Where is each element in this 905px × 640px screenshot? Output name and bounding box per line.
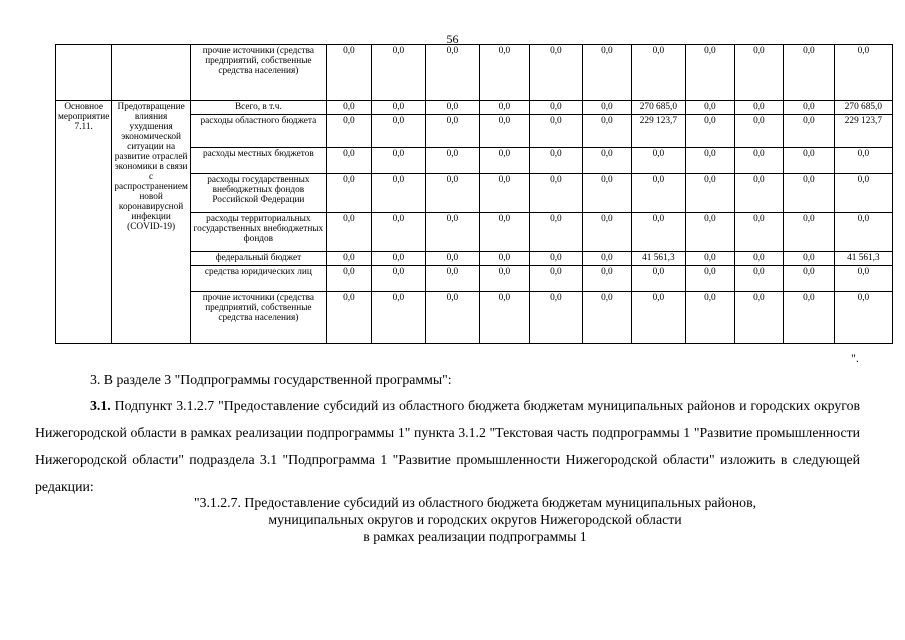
- value-cell: 0,0: [479, 292, 529, 344]
- value-cell: 0,0: [685, 174, 734, 213]
- value-cell: 0,0: [529, 252, 582, 266]
- value-cell: 0,0: [326, 148, 371, 174]
- value-cell: 0,0: [685, 45, 734, 101]
- value-cell: 41 561,3: [631, 252, 685, 266]
- value-cell: 0,0: [582, 252, 631, 266]
- value-cell: 0,0: [834, 174, 892, 213]
- value-cell: 229 123,7: [631, 115, 685, 148]
- heading-line-2: муниципальных округов и городских округов Нижегородской области: [268, 512, 682, 527]
- funding-source-label: расходы территориальных государственных внебюджетных фондов: [190, 213, 326, 252]
- value-cell: 0,0: [371, 213, 425, 252]
- table-row: [56, 101, 893, 115]
- value-cell: 0,0: [371, 252, 425, 266]
- value-cell: 229 123,7: [834, 115, 892, 148]
- value-cell: 0,0: [326, 101, 371, 115]
- value-cell: 0,0: [783, 148, 834, 174]
- value-cell: 0,0: [685, 252, 734, 266]
- value-cell: 0,0: [529, 115, 582, 148]
- value-cell: 0,0: [529, 148, 582, 174]
- value-cell: 0,0: [425, 115, 479, 148]
- value-cell: 0,0: [685, 266, 734, 292]
- value-cell: 0,0: [734, 266, 783, 292]
- value-cell: 0,0: [425, 266, 479, 292]
- value-cell: 0,0: [326, 115, 371, 148]
- value-cell: 0,0: [685, 213, 734, 252]
- value-cell: 0,0: [685, 292, 734, 344]
- value-cell: 0,0: [834, 148, 892, 174]
- funding-source-label: Всего, в т.ч.: [190, 101, 326, 115]
- value-cell: 0,0: [425, 174, 479, 213]
- value-cell: 0,0: [529, 213, 582, 252]
- value-cell: 0,0: [371, 174, 425, 213]
- value-cell: 0,0: [371, 115, 425, 148]
- value-cell: 0,0: [631, 266, 685, 292]
- value-cell: 0,0: [479, 174, 529, 213]
- value-cell: 0,0: [685, 148, 734, 174]
- value-cell: 0,0: [582, 101, 631, 115]
- table-row: [56, 45, 893, 101]
- heading-line-3: в рамках реализации подпрограммы 1: [363, 529, 587, 544]
- measure-number: Основное мероприятие 7.11.: [56, 101, 112, 344]
- value-cell: 0,0: [631, 148, 685, 174]
- value-cell: 0,0: [425, 292, 479, 344]
- value-cell: 0,0: [734, 174, 783, 213]
- value-cell: 0,0: [326, 266, 371, 292]
- value-cell: 0,0: [479, 148, 529, 174]
- value-cell: 0,0: [734, 45, 783, 101]
- value-cell: 0,0: [582, 292, 631, 344]
- funding-source-label: расходы государственных внебюджетных фондов Российской Федерации: [190, 174, 326, 213]
- value-cell: 0,0: [582, 174, 631, 213]
- value-cell: 0,0: [734, 101, 783, 115]
- value-cell: 0,0: [529, 266, 582, 292]
- value-cell: 270 685,0: [834, 101, 892, 115]
- funding-source-label: прочие источники (средства предприятий, собственные средства населения): [190, 292, 326, 344]
- value-cell: 0,0: [479, 266, 529, 292]
- value-cell: 0,0: [685, 115, 734, 148]
- funding-source-label: расходы местных бюджетов: [190, 148, 326, 174]
- value-cell: 0,0: [326, 174, 371, 213]
- value-cell: 0,0: [326, 292, 371, 344]
- value-cell: 0,0: [685, 101, 734, 115]
- page-number: 56: [446, 32, 459, 46]
- value-cell: 0,0: [582, 115, 631, 148]
- subsection-heading: [90, 494, 860, 545]
- value-cell: 0,0: [529, 101, 582, 115]
- value-cell: 0,0: [529, 174, 582, 213]
- value-cell: 0,0: [834, 292, 892, 344]
- value-cell: 0,0: [734, 148, 783, 174]
- value-cell: 0,0: [479, 213, 529, 252]
- value-cell: 0,0: [631, 292, 685, 344]
- value-cell: 0,0: [734, 292, 783, 344]
- value-cell: 41 561,3: [834, 252, 892, 266]
- value-cell: 0,0: [582, 148, 631, 174]
- value-cell: 0,0: [479, 101, 529, 115]
- value-cell: 0,0: [834, 213, 892, 252]
- funding-source-label: прочие источники (средства предприятий, собственные средства населения): [190, 45, 326, 101]
- value-cell: 0,0: [371, 45, 425, 101]
- value-cell: 0,0: [582, 213, 631, 252]
- value-cell: 0,0: [834, 45, 892, 101]
- empty-cell: [56, 45, 112, 101]
- funding-source-label: федеральный бюджет: [190, 252, 326, 266]
- funding-source-label: средства юридических лиц: [190, 266, 326, 292]
- value-cell: 0,0: [582, 45, 631, 101]
- empty-cell: [112, 45, 191, 101]
- value-cell: 0,0: [734, 115, 783, 148]
- value-cell: 0,0: [783, 174, 834, 213]
- value-cell: 0,0: [582, 266, 631, 292]
- value-cell: 0,0: [734, 252, 783, 266]
- value-cell: 270 685,0: [631, 101, 685, 115]
- value-cell: 0,0: [479, 45, 529, 101]
- value-cell: 0,0: [631, 174, 685, 213]
- value-cell: 0,0: [783, 252, 834, 266]
- value-cell: 0,0: [631, 45, 685, 101]
- value-cell: 0,0: [783, 266, 834, 292]
- measure-name: Предотвращение влияния ухудшения экономической ситуации на развитие отраслей экономики в связи с распространением новой коронавирусной инфекции (COVID-19): [112, 101, 191, 344]
- closing-quote: ".: [851, 351, 859, 365]
- value-cell: 0,0: [425, 213, 479, 252]
- subsection-number: 3.1.: [90, 398, 111, 413]
- subsection-text: Подпункт 3.1.2.7 "Предоставление субсидий из областного бюджета бюджетам муниципальных районов и городских округов Нижегородской области в рамках реализации подпрограммы 1" пункта 3.1.2 "Текстовая часть подпрограммы 1 "Развитие промышленности Нижегородской области" подраздела 3.1 "Подпрограмма 1 "Развитие промышленности Нижегородской области" изложить в следующей редакции:: [35, 398, 860, 494]
- value-cell: 0,0: [631, 213, 685, 252]
- value-cell: 0,0: [529, 45, 582, 101]
- section-intro: 3. В разделе 3 "Подпрограммы государственной программы":: [90, 372, 452, 387]
- funding-source-label: расходы областного бюджета: [190, 115, 326, 148]
- value-cell: 0,0: [783, 115, 834, 148]
- value-cell: 0,0: [326, 252, 371, 266]
- subsection-paragraph: [35, 392, 860, 500]
- heading-line-1: "3.1.2.7. Предоставление субсидий из областного бюджета бюджетам муниципальных районов,: [193, 495, 757, 510]
- value-cell: 0,0: [425, 101, 479, 115]
- value-cell: 0,0: [326, 45, 371, 101]
- value-cell: 0,0: [783, 213, 834, 252]
- value-cell: 0,0: [425, 252, 479, 266]
- value-cell: 0,0: [479, 115, 529, 148]
- value-cell: 0,0: [425, 45, 479, 101]
- value-cell: 0,0: [783, 101, 834, 115]
- value-cell: 0,0: [371, 266, 425, 292]
- value-cell: 0,0: [326, 213, 371, 252]
- value-cell: 0,0: [783, 45, 834, 101]
- value-cell: 0,0: [479, 252, 529, 266]
- value-cell: 0,0: [425, 148, 479, 174]
- value-cell: 0,0: [371, 292, 425, 344]
- value-cell: 0,0: [371, 101, 425, 115]
- value-cell: 0,0: [834, 266, 892, 292]
- value-cell: 0,0: [734, 213, 783, 252]
- value-cell: 0,0: [783, 292, 834, 344]
- value-cell: 0,0: [371, 148, 425, 174]
- budget-table: [55, 44, 893, 344]
- value-cell: 0,0: [529, 292, 582, 344]
